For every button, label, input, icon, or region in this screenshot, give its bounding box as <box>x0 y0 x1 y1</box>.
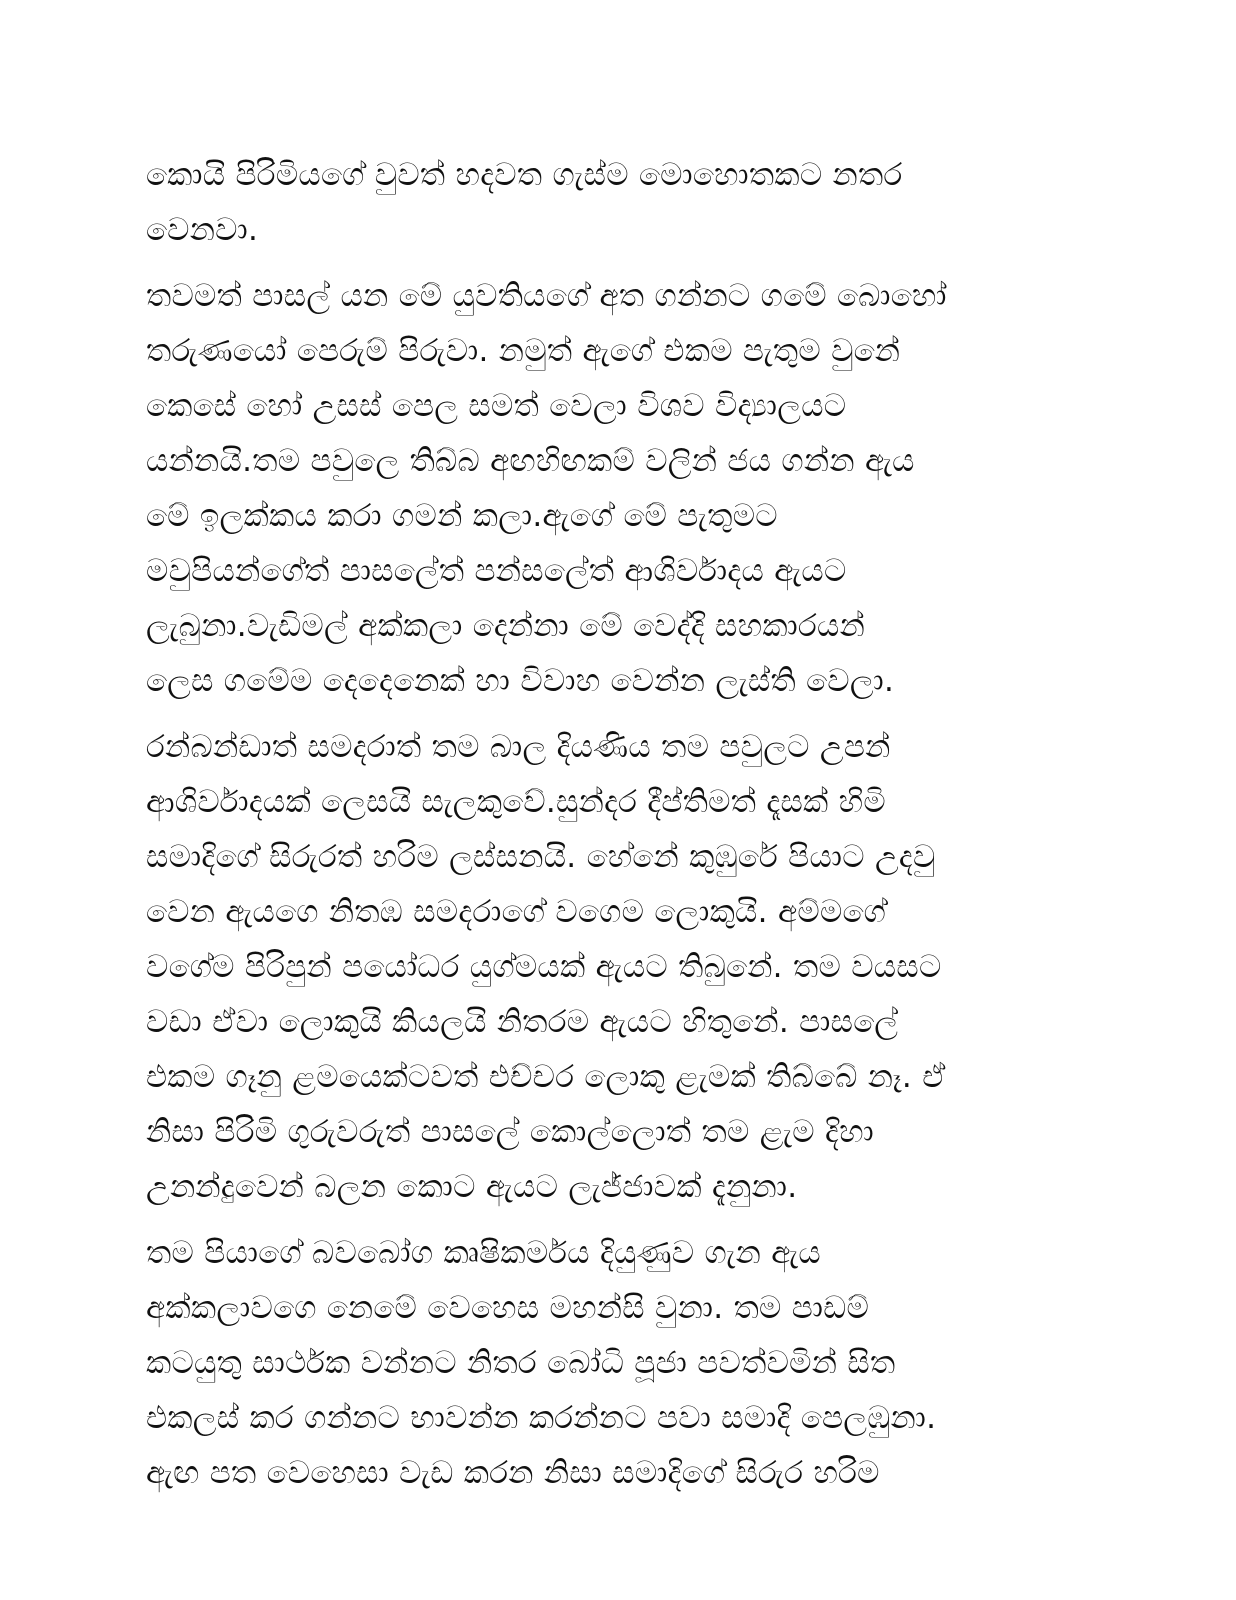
text-line: යන්නයි.තම පවුලෙ තිබ්බ අඟහිඟකම් වලින් ජය ගන්න ඇය <box>146 443 915 479</box>
text-line: කටයුතු සාර්ථක වන්නට නිතර බෝධි පූජා පවත්වමින් සිත <box>146 1345 896 1381</box>
paragraph-2 <box>146 269 1076 709</box>
text-line: එකලස් කර ගන්නට භාවන්න කරන්නට පවා සමාදි පෙලඹුනා. <box>146 1400 937 1436</box>
text-line: ආශිර්වාදයක් ලෙසයි සැලකුවේ.සුන්දර දීප්තිමත් දෑසක් හිමි <box>146 784 886 820</box>
text-line: වෙනවා. <box>146 212 259 248</box>
text-line: අක්කලාවගෙ නෙමේ වෙහෙස මහන්සි වුනා. තම පාඩම් <box>146 1290 870 1326</box>
text-line: කොයි පිරිමියගේ වුවත් හදවත ගැස්ම මොහොතකට නතර <box>146 157 903 193</box>
text-line: ඇඟ පත වෙහෙසා වැඩ කරන නිසා සමාදිගේ සිරුර හරිම <box>146 1455 880 1491</box>
paragraph-3 <box>146 720 1076 1215</box>
paragraph-1 <box>146 148 1076 258</box>
text-line: මේ ඉලක්කය කරා ගමන් කලා.ඇගේ මේ පැතුමට <box>146 498 778 534</box>
text-line: එකම ගෑනු ළමයෙක්ටවත් එච්චර ලොකු ළැමක් තිබ්බේ නෑ. ඒ <box>146 1059 946 1095</box>
text-line: සමාදිගේ සිරුරත් හරිම ලස්සනයි. හේනේ කුඹුරේ පියාට උදවු <box>146 839 936 875</box>
text-line: තරුණයෝ පෙරුම් පිරුවා. නමුත් ඇගේ එකම පැතුම වුනේ <box>146 333 901 369</box>
text-line: තවමත් පාසල් යන මේ යුවතියගේ අත ගන්නට ගමේ බොහෝ <box>146 278 947 314</box>
body-text <box>146 148 1076 1501</box>
text-line: උනන්දුවෙන් බලන කොට ඇයට ලැජ්ජාවක් දැනුනා. <box>146 1169 798 1205</box>
text-line: නිසා පිරිමි ගුරුවරුත් පාසලේ කොල්ලොත් තම ළැම දිහා <box>146 1114 875 1150</box>
text-line: වෙන ඇයගෙ නිතඹ සමදරාගේ වගෙම ලොකුයි. අම්මගේ <box>146 894 887 930</box>
text-line: ලෙස ගමේම දෙදෙනෙක් හා විවාහ වෙන්න ලැස්ති වෙලා. <box>146 663 895 699</box>
paragraph-4 <box>146 1226 1076 1501</box>
text-line: කෙසේ හෝ උසස් පෙල සමත් වෙලා විශව විද්‍යාලයට <box>146 388 847 424</box>
text-line: ලැබුනා.වැඩිමල් අක්කලා දෙන්නා මේ වෙද්දි සහකාරයන් <box>146 608 866 644</box>
text-line: මවුපියන්ගේත් පාසලේත් පන්සලේත් ආශිර්වාදය ඇයට <box>146 553 847 589</box>
text-line: රන්බන්ඩාත් සමදරාත් තම බාල දියණිය තම පවුලට උපන් <box>146 729 891 765</box>
text-line: වඩා ඒවා ලොකුයි කියලයි නිතරම ඇයට හිතුනේ. පාසලේ <box>146 1004 899 1040</box>
text-line: වගේම පිරිපුන් පයෝධර යුග්මයක් ඇයට තිබුනේ. තම වයසට <box>146 949 942 985</box>
text-line: තම පියාගේ බවබෝග කෘෂිකර්මය දියුණුව ගැන ඇය <box>146 1235 821 1271</box>
